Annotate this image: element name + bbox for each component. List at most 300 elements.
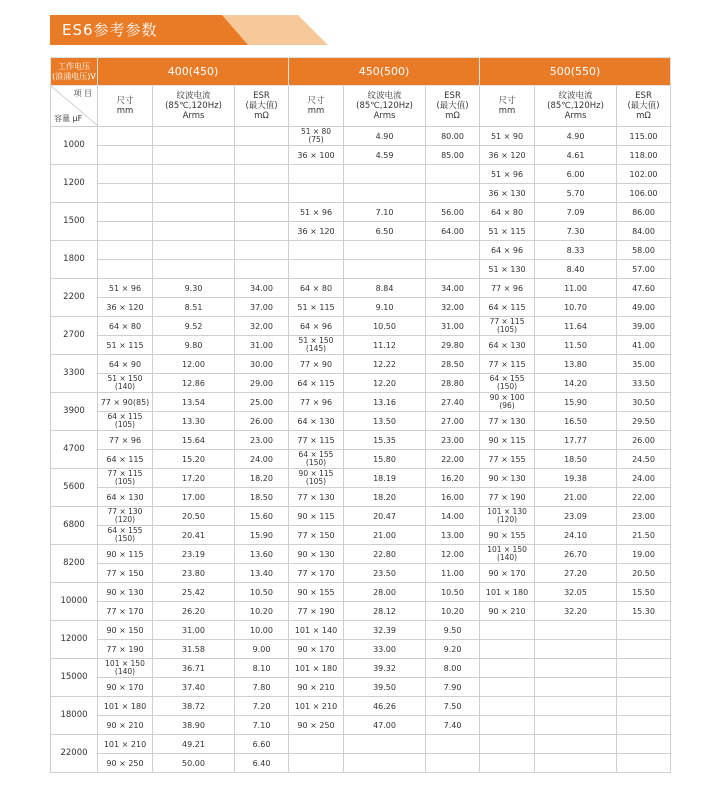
size-cell [480,735,535,754]
esr-cell: 7.10 [235,716,289,735]
ripple-cell: 17.00 [153,488,235,507]
size-cell: 90 × 170 [480,564,535,583]
esr-cell: 6.40 [235,754,289,773]
ripple-cell: 23.09 [535,507,617,526]
ripple-cell [344,260,426,279]
esr-cell: 10.20 [426,602,480,621]
esr-cell: 23.00 [235,431,289,450]
ripple-cell: 13.50 [344,412,426,431]
size-cell: 51 × 96 [98,279,153,298]
size-cell: 101 × 150 (140) [480,545,535,564]
size-cell: 90 × 150 [98,621,153,640]
ripple-cell: 6.50 [344,222,426,241]
ripple-cell [344,754,426,773]
esr-cell: 25.00 [235,393,289,412]
ripple-cell: 32.05 [535,583,617,602]
size-cell: 90 × 130 [289,545,344,564]
item-label: 项 目 [73,89,92,98]
size-cell [289,241,344,260]
esr-cell: 14.00 [426,507,480,526]
size-cell: 90 × 155 [289,583,344,602]
table-body [51,127,671,773]
ripple-cell: 22.80 [344,545,426,564]
size-cell: 51 × 96 [480,165,535,184]
esr-cell: 115.00 [617,127,671,146]
esr-cell: 9.20 [426,640,480,659]
table-row [51,735,671,754]
table-row [51,203,671,222]
section-title-bar [50,15,330,45]
ripple-cell: 18.19 [344,469,426,488]
ripple-cell: 17.77 [535,431,617,450]
esr-cell: 106.00 [617,184,671,203]
esr-cell: 32.00 [235,317,289,336]
ripple-cell: 8.40 [535,260,617,279]
size-cell: 90 × 250 [98,754,153,773]
capacity-cell: 10000 [51,583,98,621]
table-row [51,127,671,146]
table-row [51,583,671,602]
size-cell: 64 × 155 (150) [98,526,153,545]
ripple-cell: 12.00 [153,355,235,374]
size-cell [289,754,344,773]
esr-cell [235,127,289,146]
table-row [51,488,671,507]
esr-cell: 29.50 [617,412,671,431]
ripple-cell: 32.20 [535,602,617,621]
size-cell: 77 × 170 [98,602,153,621]
esr-cell: 9.50 [426,621,480,640]
size-cell [289,735,344,754]
ripple-cell: 33.00 [344,640,426,659]
ripple-cell: 25.42 [153,583,235,602]
esr-cell: 85.00 [426,146,480,165]
size-cell: 90 × 170 [98,678,153,697]
size-cell [289,260,344,279]
esr-cell: 49.00 [617,298,671,317]
size-cell: 101 × 210 [98,735,153,754]
size-cell: 77 × 190 [289,602,344,621]
size-cell: 51 × 115 [289,298,344,317]
ripple-cell: 4.61 [535,146,617,165]
esr-cell: 28.50 [426,355,480,374]
size-cell: 64 × 96 [289,317,344,336]
capacity-cell: 2200 [51,279,98,317]
ripple-cell: 46.26 [344,697,426,716]
capacity-cell: 12000 [51,621,98,659]
size-cell: 90 × 210 [480,602,535,621]
ripple-cell: 12.20 [344,374,426,393]
capacity-cell: 1200 [51,165,98,203]
table-row [51,412,671,431]
size-cell: 101 × 150 (140) [98,659,153,678]
esr-cell: 24.00 [617,469,671,488]
size-cell: 101 × 140 [289,621,344,640]
esr-cell: 41.00 [617,336,671,355]
size-cell: 51 × 150 (140) [98,374,153,393]
ripple-cell: 20.50 [153,507,235,526]
ripple-cell: 31.58 [153,640,235,659]
size-cell: 77 × 130 [289,488,344,507]
size-cell [98,184,153,203]
esr-cell [617,621,671,640]
table-row [51,431,671,450]
size-cell: 64 × 130 [480,336,535,355]
ripple-cell [535,697,617,716]
esr-cell: 7.80 [235,678,289,697]
esr-cell [617,697,671,716]
ripple-cell [153,146,235,165]
ripple-cell: 8.51 [153,298,235,317]
ripple-cell: 9.80 [153,336,235,355]
size-cell: 77 × 150 [98,564,153,583]
size-cell: 64 × 155 (150) [289,450,344,469]
size-cell: 90 × 210 [289,678,344,697]
esr-cell [426,184,480,203]
ripple-cell: 38.90 [153,716,235,735]
table-row [51,545,671,564]
size-cell: 64 × 130 [98,488,153,507]
ripple-cell [153,241,235,260]
ripple-header: 纹波电流 (85℃,120Hz) Arms [153,86,235,127]
size-cell [98,127,153,146]
size-cell: 51 × 115 [98,336,153,355]
voltage-group-2: 450(500) [289,58,480,86]
ripple-cell: 49.21 [153,735,235,754]
table-row [51,317,671,336]
size-cell: 90 × 130 [98,583,153,602]
ripple-cell: 37.40 [153,678,235,697]
size-cell: 90 × 115 [480,431,535,450]
esr-cell: 30.00 [235,355,289,374]
esr-cell: 27.00 [426,412,480,431]
esr-cell: 47.60 [617,279,671,298]
esr-cell: 118.00 [617,146,671,165]
ripple-cell [344,241,426,260]
ripple-cell: 21.00 [535,488,617,507]
size-cell: 77 × 96 [289,393,344,412]
size-cell: 36 × 120 [98,298,153,317]
size-cell: 90 × 115 [98,545,153,564]
ripple-cell: 26.20 [153,602,235,621]
size-cell: 90 × 100 (96) [480,393,535,412]
ripple-cell: 13.30 [153,412,235,431]
size-cell: 36 × 130 [480,184,535,203]
ripple-cell: 15.80 [344,450,426,469]
esr-cell: 80.00 [426,127,480,146]
table-row [51,526,671,545]
size-cell: 51 × 80 (75) [289,127,344,146]
ripple-cell: 21.00 [344,526,426,545]
ripple-cell: 13.80 [535,355,617,374]
esr-cell [235,241,289,260]
size-cell: 77 × 115 (105) [480,317,535,336]
esr-header: ESR (最大值) mΩ [235,86,289,127]
table-row [51,697,671,716]
size-cell: 77 × 115 [480,355,535,374]
size-cell: 64 × 130 [289,412,344,431]
esr-cell: 23.00 [426,431,480,450]
ripple-cell: 20.41 [153,526,235,545]
esr-cell: 31.00 [235,336,289,355]
size-cell: 77 × 170 [289,564,344,583]
esr-cell: 32.00 [426,298,480,317]
esr-cell: 29.00 [235,374,289,393]
size-cell [480,621,535,640]
size-cell: 90 × 115 [289,507,344,526]
esr-cell: 15.90 [235,526,289,545]
esr-cell [617,754,671,773]
ripple-cell: 39.50 [344,678,426,697]
table-row [51,716,671,735]
table-row [51,678,671,697]
ripple-cell [153,165,235,184]
esr-cell: 18.50 [235,488,289,507]
ripple-cell: 10.70 [535,298,617,317]
esr-cell: 102.00 [617,165,671,184]
esr-cell: 10.50 [426,583,480,602]
capacity-cell: 22000 [51,735,98,773]
size-cell: 101 × 180 [98,697,153,716]
size-cell [98,165,153,184]
esr-cell: 13.00 [426,526,480,545]
esr-cell: 15.30 [617,602,671,621]
esr-cell: 34.00 [426,279,480,298]
size-cell: 90 × 210 [98,716,153,735]
esr-cell: 57.00 [617,260,671,279]
size-cell: 64 × 115 [98,450,153,469]
esr-cell: 56.00 [426,203,480,222]
esr-cell: 6.60 [235,735,289,754]
ripple-cell [344,184,426,203]
ripple-cell [535,735,617,754]
esr-cell: 37.00 [235,298,289,317]
esr-cell: 31.00 [426,317,480,336]
capacity-cell: 8200 [51,545,98,583]
esr-cell: 26.00 [617,431,671,450]
ripple-cell: 27.20 [535,564,617,583]
size-cell: 64 × 115 (105) [98,412,153,431]
esr-cell [235,222,289,241]
table-row [51,393,671,412]
size-cell: 90 × 130 [480,469,535,488]
ripple-cell: 31.00 [153,621,235,640]
size-cell [480,640,535,659]
ripple-cell [153,184,235,203]
ripple-cell: 7.09 [535,203,617,222]
ripple-cell: 23.50 [344,564,426,583]
ripple-cell: 4.90 [344,127,426,146]
capacity-cell: 15000 [51,659,98,697]
size-cell: 90 × 250 [289,716,344,735]
esr-cell: 86.00 [617,203,671,222]
esr-cell: 9.00 [235,640,289,659]
ripple-cell: 23.80 [153,564,235,583]
ripple-cell: 11.12 [344,336,426,355]
esr-cell: 33.50 [617,374,671,393]
ripple-cell: 10.50 [344,317,426,336]
voltage-label: 工作电压 (浪涌电压)V [51,58,98,86]
ripple-cell: 15.20 [153,450,235,469]
table-row [51,241,671,260]
ripple-cell: 15.35 [344,431,426,450]
esr-cell: 15.50 [617,583,671,602]
ripple-cell [153,222,235,241]
ripple-cell [535,716,617,735]
size-cell: 64 × 80 [289,279,344,298]
size-cell [480,754,535,773]
size-cell: 77 × 190 [480,488,535,507]
ripple-cell: 38.72 [153,697,235,716]
table-row [51,165,671,184]
size-cell [480,678,535,697]
table-row [51,507,671,526]
esr-cell: 16.20 [426,469,480,488]
table-row [51,355,671,374]
esr-cell [235,165,289,184]
esr-cell: 16.00 [426,488,480,507]
size-cell [289,184,344,203]
size-cell: 51 × 90 [480,127,535,146]
table-row [51,621,671,640]
size-cell: 64 × 115 [480,298,535,317]
esr-cell [235,203,289,222]
capacity-cell: 2700 [51,317,98,355]
esr-cell: 22.00 [426,450,480,469]
size-cell: 90 × 155 [480,526,535,545]
esr-cell: 12.00 [426,545,480,564]
table-row [51,564,671,583]
ripple-cell: 16.50 [535,412,617,431]
esr-cell: 10.20 [235,602,289,621]
ripple-cell: 11.50 [535,336,617,355]
esr-cell: 11.00 [426,564,480,583]
ripple-cell: 12.86 [153,374,235,393]
size-cell: 77 × 190 [98,640,153,659]
capacity-cell: 3300 [51,355,98,393]
esr-cell: 22.00 [617,488,671,507]
ripple-cell: 4.59 [344,146,426,165]
esr-cell: 39.00 [617,317,671,336]
ripple-cell: 8.84 [344,279,426,298]
ripple-cell: 26.70 [535,545,617,564]
capacity-label: 容量 μF [54,114,83,123]
section-title: ES6参考参数 [62,21,158,39]
esr-cell: 29.80 [426,336,480,355]
ripple-cell: 14.20 [535,374,617,393]
capacity-cell: 1000 [51,127,98,165]
esr-cell: 27.40 [426,393,480,412]
esr-cell: 7.50 [426,697,480,716]
ripple-cell: 32.39 [344,621,426,640]
ripple-cell: 28.12 [344,602,426,621]
esr-cell: 8.00 [426,659,480,678]
size-cell [98,203,153,222]
size-cell [480,659,535,678]
size-cell: 77 × 130 [480,412,535,431]
table-row [51,184,671,203]
ripple-header: 纹波电流 (85℃,120Hz) Arms [344,86,426,127]
capacity-cell: 18000 [51,697,98,735]
esr-cell: 35.00 [617,355,671,374]
size-cell: 101 × 130 (120) [480,507,535,526]
ripple-cell [344,165,426,184]
esr-cell: 58.00 [617,241,671,260]
esr-cell: 7.20 [235,697,289,716]
esr-cell: 7.40 [426,716,480,735]
table-row [51,450,671,469]
esr-cell: 26.00 [235,412,289,431]
size-cell [98,146,153,165]
ripple-cell: 20.47 [344,507,426,526]
size-cell: 51 × 130 [480,260,535,279]
ripple-cell: 17.20 [153,469,235,488]
ripple-cell: 11.00 [535,279,617,298]
size-cell [98,260,153,279]
ripple-cell: 28.00 [344,583,426,602]
ripple-cell: 13.54 [153,393,235,412]
size-cell: 64 × 90 [98,355,153,374]
size-cell [480,697,535,716]
ripple-cell: 7.10 [344,203,426,222]
ripple-cell [535,678,617,697]
size-cell: 36 × 120 [480,146,535,165]
ripple-cell: 9.30 [153,279,235,298]
size-cell [98,222,153,241]
ripple-cell: 24.10 [535,526,617,545]
esr-cell [235,184,289,203]
table-row [51,336,671,355]
esr-cell: 7.90 [426,678,480,697]
ripple-cell [153,127,235,146]
esr-cell [617,735,671,754]
ripple-cell: 6.00 [535,165,617,184]
esr-cell: 21.50 [617,526,671,545]
capacity-cell: 6800 [51,507,98,545]
ripple-cell: 12.22 [344,355,426,374]
esr-cell: 34.00 [235,279,289,298]
ripple-cell: 47.00 [344,716,426,735]
esr-cell [617,659,671,678]
size-cell: 101 × 210 [289,697,344,716]
esr-cell [235,146,289,165]
table-row [51,469,671,488]
ripple-cell: 50.00 [153,754,235,773]
table-row [51,754,671,773]
size-cell: 77 × 96 [98,431,153,450]
size-cell: 36 × 120 [289,222,344,241]
ripple-cell: 5.70 [535,184,617,203]
esr-cell: 24.00 [235,450,289,469]
table-row [51,640,671,659]
ripple-cell [153,260,235,279]
esr-cell [426,241,480,260]
ripple-cell [344,735,426,754]
size-header: 尺寸 mm [480,86,535,127]
esr-cell [426,754,480,773]
table-row [51,222,671,241]
esr-cell: 24.50 [617,450,671,469]
size-cell: 51 × 150 (145) [289,336,344,355]
size-cell [289,165,344,184]
ripple-cell: 11.64 [535,317,617,336]
size-cell: 64 × 80 [98,317,153,336]
size-cell: 64 × 80 [480,203,535,222]
size-cell: 64 × 115 [289,374,344,393]
capacity-cell: 3900 [51,393,98,431]
ripple-cell: 39.32 [344,659,426,678]
capacity-cell: 4700 [51,431,98,469]
